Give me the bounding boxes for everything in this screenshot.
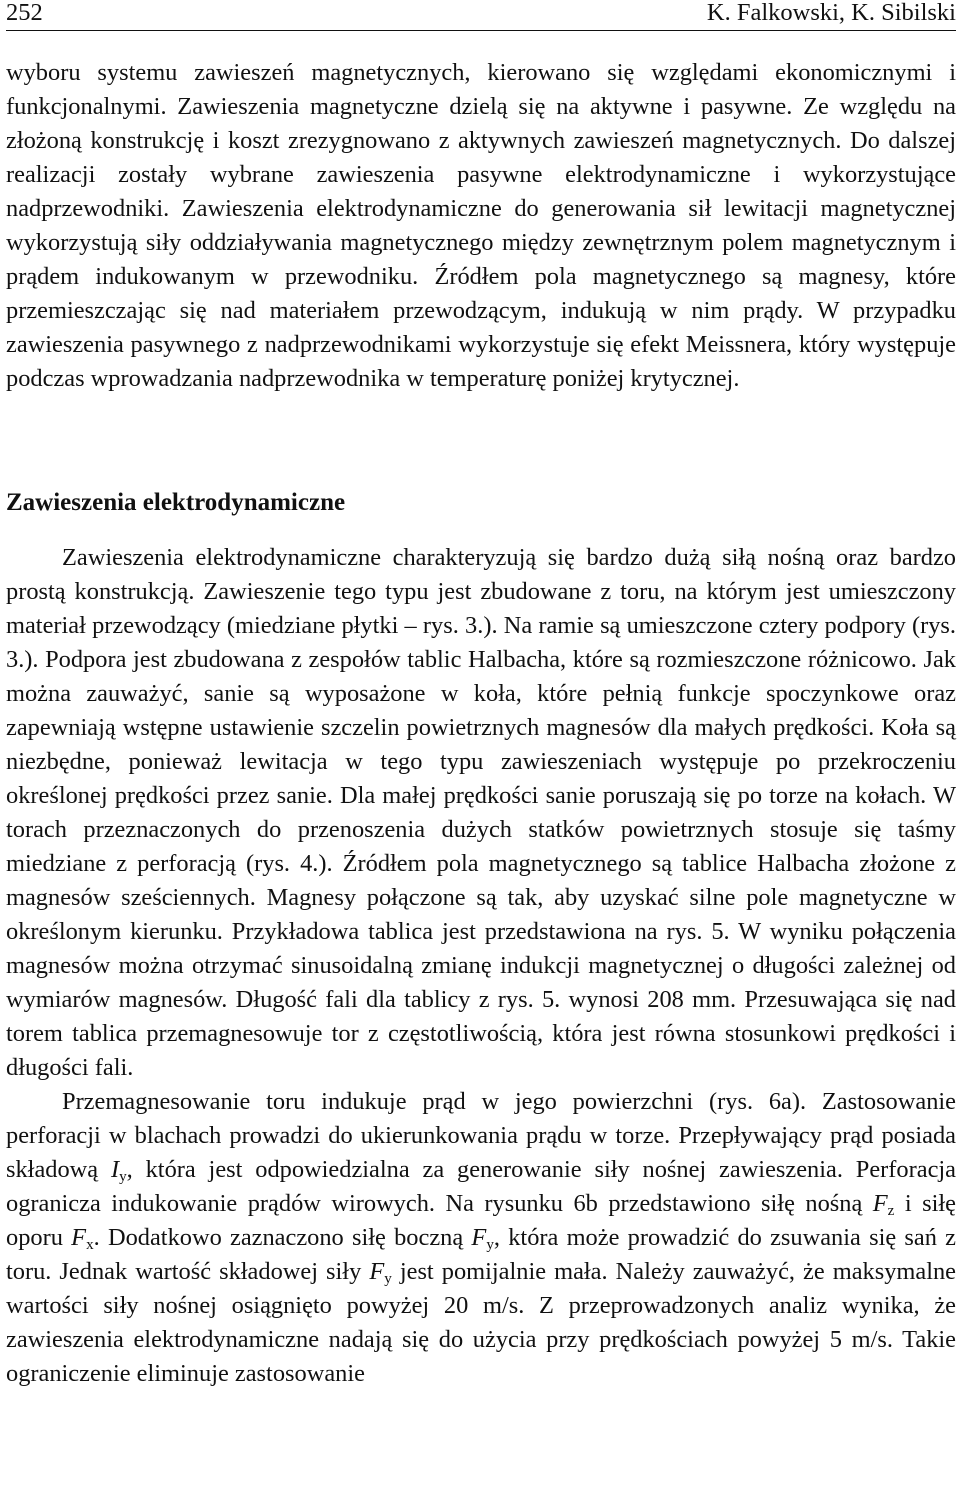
- text-run: , która może prowadzić do zsuwania się sań z toru. Jednak wartość składowej siły: [6, 1224, 957, 1285]
- section-body: [6, 541, 956, 1391]
- text-run: , która jest odpowiedzialna za generowanie siły nośnej zawieszenia. Perforacja ogranicza indukowanie prądów wirowych. Na rysunku 6b przedstawiono siłę nośną: [6, 1156, 956, 1217]
- math-variable: F: [71, 1224, 87, 1251]
- math-variable: F: [369, 1258, 385, 1285]
- math-subscript: y: [119, 1168, 127, 1185]
- math-variable: F: [872, 1190, 888, 1217]
- intro-block: [6, 56, 956, 396]
- section-paragraph-1: Zawieszenia elektrodynamiczne charakteryzują się bardzo dużą siłą nośną oraz bardzo prostą konstrukcją. Zawieszenie tego typu jest zbudowane z toru, na którym jest umieszczony materiał przewodzący (miedziane płytki – rys. 3.). Na ramie są umieszczone cztery podpory (rys. 3.). Podpora jest zbudowana z zespołów tablic Halbacha, które są rozmieszczone różnicowo. Jak można zauważyć, sanie są wyposażone w koła, które pełnią funkcje spoczynkowe oraz zapewniają wstępne ustawienie szczelin powietrznych magnesów dla małych prędkości. Koła są niezbędne, ponieważ lewitacja w tego typu zawieszeniach występuje po przekroczeniu określonej prędkości przez sanie. Dla małej prędkości sanie poruszają się po torze na kołach. W torach przeznaczonych do przenoszenia dużych statków powietrznych stosuje się taśmy miedziane z perforacją (rys. 4.). Źródłem pola magnetycznego są tablice Halbacha złożone z magnesów sześciennych. Magnesy połączone są tak, aby uzyskać silne pole magnetyczne w określonym kierunku. Przykładowa tablica jest przedstawiona na rys. 5. W wyniku połączenia magnesów można otrzymać sinusoidalną zmianę indukcji magnetycznej o długości zależnej od wymiarów magnesów. Długość fali dla tablicy z rys. 5. wynosi 208 mm. Przesuwająca się nad torem tablica przemagnesowuje tor z częstotliwością, która jest równa stosunkowi prędkości i długości fali.: [6, 544, 956, 1081]
- header-authors: K. Falkowski, K. Sibilski: [706, 0, 956, 26]
- text-run: Przemagnesowanie toru indukuje prąd w jego powierzchni (rys. 6a). Zastosowanie perforacji w blachach prowadzi do ukierunkowania prądu w torze. Przepływający prąd posiada składową: [6, 1088, 956, 1183]
- math-subscript: x: [86, 1236, 94, 1253]
- text-run: i siłę oporu: [6, 1190, 956, 1251]
- text-run: . Dodatkowo zaznaczono siłę boczną: [93, 1224, 472, 1251]
- math-variable: I: [110, 1156, 120, 1183]
- page-number: 252: [6, 0, 43, 26]
- math-subscript: z: [887, 1202, 895, 1219]
- math-subscript: y: [486, 1236, 494, 1253]
- running-header: [6, 0, 956, 31]
- math-subscript: y: [384, 1270, 392, 1287]
- text-run: jest pomijalnie mała. Należy zauważyć, że maksymalne wartości siły nośnej osiągnięto powyżej 20 m/s. Z przeprowadzonych analiz wynika, że zawieszenia elektrodynamiczne nadają się do użycia przy prędkościach powyżej 5 m/s. Takie ograniczenie eliminuje zastosowanie: [6, 1258, 957, 1387]
- section-paragraph-2: [6, 1085, 956, 1391]
- math-variable: F: [471, 1224, 487, 1251]
- intro-paragraph: wyboru systemu zawieszeń magnetycznych, kierowano się względami ekonomicznymi i funkcjonalnymi. Zawieszenia magnetyczne dzielą się na aktywne i pasywne. Ze względu na złożoną konstrukcję i koszt zrezygnowano z aktywnych zawieszeń magnetycznych. Do dalszej realizacji zostały wybrane zawieszenia pasywne elektrodynamiczne i wykorzystujące nadprzewodniki. Zawieszenia elektrodynamiczne do generowania sił lewitacji magnetycznej wykorzystują siły oddziaływania magnetycznego między zewnętrznym polem magnetycznym i prądem indukowanym w przewodniku. Źródłem pola magnetycznego są magnesy, które przemieszczając się nad materiałem przewodzącym, indukują w nim prądy. W przypadku zawieszenia pasywnego z nadprzewodnikami wykorzystuje się efekt Meissnera, który występuje podczas wprowadzania nadprzewodnika w temperaturę poniżej krytycznej.: [6, 59, 956, 392]
- section-heading: Zawieszenia elektrodynamiczne: [6, 489, 346, 516]
